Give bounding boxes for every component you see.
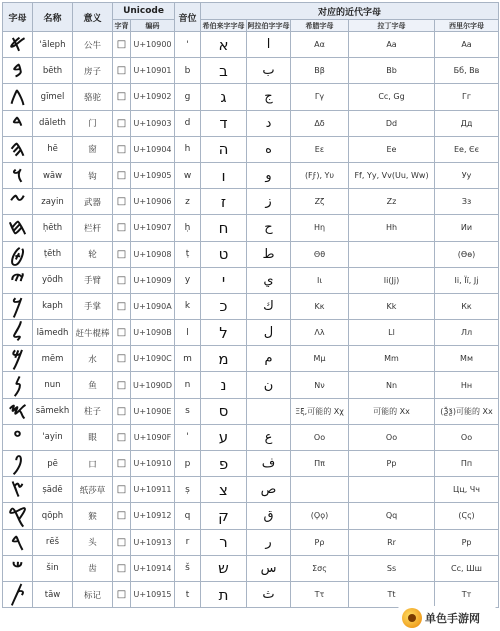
- cyrillic-letter: Тт: [435, 581, 499, 607]
- latin-letter: 可能的 Xx: [349, 398, 435, 424]
- unicode-code: U+10908: [131, 241, 175, 267]
- unicode-code: U+1090F: [131, 424, 175, 450]
- latin-letter: Mm: [349, 346, 435, 372]
- cyrillic-letter: Пп: [435, 451, 499, 477]
- table-row: [3, 503, 499, 529]
- greek-letter: Ρρ: [291, 529, 349, 555]
- sound-value: l: [175, 320, 201, 346]
- letter-name: 'ayin: [33, 424, 73, 450]
- table-row: [3, 136, 499, 162]
- unicode-glyph: □: [113, 267, 131, 293]
- hebrew-letter: ע: [201, 424, 247, 450]
- cyrillic-letter: Цц, Чч: [435, 477, 499, 503]
- table-row: [3, 346, 499, 372]
- hebrew-letter: ז: [201, 189, 247, 215]
- table-row: [3, 189, 499, 215]
- sound-value: š: [175, 555, 201, 581]
- letter-name: wāw: [33, 162, 73, 188]
- latin-letter: Zz: [349, 189, 435, 215]
- arabic-letter: ا: [247, 32, 291, 58]
- letter-meaning: 纸莎草: [73, 477, 113, 503]
- greek-letter: Γγ: [291, 84, 349, 110]
- unicode-code: U+10901: [131, 58, 175, 84]
- unicode-code: U+10900: [131, 32, 175, 58]
- latin-letter: Oo: [349, 424, 435, 450]
- unicode-glyph: □: [113, 162, 131, 188]
- unicode-code: U+1090C: [131, 346, 175, 372]
- unicode-code: U+10915: [131, 581, 175, 607]
- letter-meaning: 钩: [73, 162, 113, 188]
- table-row: [3, 555, 499, 581]
- unicode-glyph: □: [113, 372, 131, 398]
- letter-name: lāmedh: [33, 320, 73, 346]
- greek-letter: Μμ: [291, 346, 349, 372]
- header-unicode: Unicode: [113, 3, 175, 20]
- header-name: 名称: [33, 3, 73, 32]
- cyrillic-letter: Сс, Шш: [435, 555, 499, 581]
- phoenician-letter: 𐤓: [3, 529, 33, 555]
- latin-letter: Ii(Jj): [349, 267, 435, 293]
- unicode-code: U+10903: [131, 110, 175, 136]
- table-row: [3, 241, 499, 267]
- unicode-glyph: □: [113, 424, 131, 450]
- latin-letter: Pp: [349, 451, 435, 477]
- table-row: [3, 372, 499, 398]
- greek-letter: Οο: [291, 424, 349, 450]
- letter-name: ḥēth: [33, 215, 73, 241]
- cyrillic-letter: Ее, Єє: [435, 136, 499, 162]
- header-glyph: 字背: [114, 21, 129, 30]
- letter-name: šin: [33, 555, 73, 581]
- unicode-glyph: □: [113, 529, 131, 555]
- unicode-code: U+10902: [131, 84, 175, 110]
- cyrillic-letter: Зз: [435, 189, 499, 215]
- letter-meaning: 武器: [73, 189, 113, 215]
- greek-letter: Κκ: [291, 293, 349, 319]
- phoenician-letter: 𐤁: [3, 58, 33, 84]
- letter-name: sāmekh: [33, 398, 73, 424]
- unicode-glyph: □: [113, 451, 131, 477]
- hebrew-letter: א: [201, 32, 247, 58]
- cyrillic-letter: Лл: [435, 320, 499, 346]
- cyrillic-letter: Нн: [435, 372, 499, 398]
- latin-letter: Aa: [349, 32, 435, 58]
- latin-letter: [349, 477, 435, 503]
- table-row: [3, 477, 499, 503]
- table-row: [3, 110, 499, 136]
- header-meaning: 意义: [73, 3, 113, 32]
- latin-letter: Ff, Yy, Vv(Uu, Ww): [349, 162, 435, 188]
- greek-letter: (Ϝϝ), Υυ: [291, 162, 349, 188]
- header-arabic: 阿拉伯字字母: [247, 21, 290, 30]
- letter-meaning: 门: [73, 110, 113, 136]
- hebrew-letter: ש: [201, 555, 247, 581]
- phoenician-letter: 𐤋: [3, 320, 33, 346]
- table-row: [3, 215, 499, 241]
- arabic-letter: ك: [247, 293, 291, 319]
- unicode-code: U+1090E: [131, 398, 175, 424]
- sound-value: y: [175, 267, 201, 293]
- greek-letter: Ππ: [291, 451, 349, 477]
- table-row: [3, 581, 499, 607]
- greek-letter: Σσς: [291, 555, 349, 581]
- letter-meaning: 头: [73, 529, 113, 555]
- letter-name: zayin: [33, 189, 73, 215]
- unicode-code: U+10910: [131, 451, 175, 477]
- letter-name: bēth: [33, 58, 73, 84]
- letter-name: hē: [33, 136, 73, 162]
- letter-name: ṭēth: [33, 241, 73, 267]
- unicode-code: U+10912: [131, 503, 175, 529]
- phoenician-letter: 𐤃: [3, 110, 33, 136]
- greek-letter: Δδ: [291, 110, 349, 136]
- latin-letter: Tt: [349, 581, 435, 607]
- letter-name: yōdh: [33, 267, 73, 293]
- table-row: [3, 32, 499, 58]
- arabic-letter: ن: [247, 372, 291, 398]
- letter-name: mēm: [33, 346, 73, 372]
- sound-value: m: [175, 346, 201, 372]
- letter-meaning: 柱子: [73, 398, 113, 424]
- arabic-letter: ف: [247, 451, 291, 477]
- cyrillic-letter: Кк: [435, 293, 499, 319]
- unicode-code: U+1090B: [131, 320, 175, 346]
- letter-name: pē: [33, 451, 73, 477]
- letter-meaning: 眼: [73, 424, 113, 450]
- arabic-letter: ب: [247, 58, 291, 84]
- sound-value: b: [175, 58, 201, 84]
- letter-name: ṣādē: [33, 477, 73, 503]
- letter-meaning: 鱼: [73, 372, 113, 398]
- phoenician-letter: 𐤅: [3, 162, 33, 188]
- letter-meaning: 窗: [73, 136, 113, 162]
- arabic-letter: ث: [247, 581, 291, 607]
- phoenician-letter: 𐤊: [3, 293, 33, 319]
- hebrew-letter: נ: [201, 372, 247, 398]
- sound-value: q: [175, 503, 201, 529]
- unicode-glyph: □: [113, 293, 131, 319]
- hebrew-letter: ת: [201, 581, 247, 607]
- letter-meaning: 齿: [73, 555, 113, 581]
- header-greek: 希腊字母: [291, 20, 349, 32]
- arabic-letter: س: [247, 555, 291, 581]
- letter-meaning: 房子: [73, 58, 113, 84]
- sound-value: h: [175, 136, 201, 162]
- hebrew-letter: ק: [201, 503, 247, 529]
- sound-value: s: [175, 398, 201, 424]
- table-row: [3, 424, 499, 450]
- greek-letter: (Ϙϙ): [291, 503, 349, 529]
- arabic-letter: ص: [247, 477, 291, 503]
- greek-letter: Ββ: [291, 58, 349, 84]
- header-sound: 音位: [175, 3, 201, 32]
- letter-name: nun: [33, 372, 73, 398]
- latin-letter: Cc, Gg: [349, 84, 435, 110]
- greek-letter: Αα: [291, 32, 349, 58]
- table-row: [3, 398, 499, 424]
- unicode-code: U+10909: [131, 267, 175, 293]
- hebrew-letter: מ: [201, 346, 247, 372]
- cyrillic-letter: Рр: [435, 529, 499, 555]
- arabic-letter: ج: [247, 84, 291, 110]
- table-row: [3, 84, 499, 110]
- table-row: [3, 293, 499, 319]
- watermark-text: 单色手游网: [425, 612, 480, 625]
- unicode-glyph: □: [113, 581, 131, 607]
- phoenician-letter: 𐤀: [3, 32, 33, 58]
- header-letter: 字母: [3, 3, 33, 32]
- hebrew-letter: ל: [201, 320, 247, 346]
- unicode-glyph: □: [113, 32, 131, 58]
- sound-value: p: [175, 451, 201, 477]
- orange-ball-icon: [402, 608, 422, 628]
- greek-letter: [291, 477, 349, 503]
- letter-meaning: 猴: [73, 503, 113, 529]
- phoenician-letter: 𐤈: [3, 241, 33, 267]
- cyrillic-letter: Ии: [435, 215, 499, 241]
- latin-letter: Rr: [349, 529, 435, 555]
- phoenician-letter: 𐤐: [3, 451, 33, 477]
- header-latin: 拉丁字母: [349, 20, 435, 32]
- unicode-glyph: □: [113, 136, 131, 162]
- hebrew-letter: ה: [201, 136, 247, 162]
- latin-letter: Ss: [349, 555, 435, 581]
- letter-meaning: 手掌: [73, 293, 113, 319]
- latin-letter: Dd: [349, 110, 435, 136]
- letter-meaning: 标记: [73, 581, 113, 607]
- letter-meaning: 赶牛棍棒: [73, 320, 113, 346]
- latin-letter: Nn: [349, 372, 435, 398]
- letter-name: tāw: [33, 581, 73, 607]
- latin-letter: Ee: [349, 136, 435, 162]
- greek-letter: Εε: [291, 136, 349, 162]
- unicode-code: U+10911: [131, 477, 175, 503]
- unicode-glyph: □: [113, 398, 131, 424]
- phoenician-letter: 𐤒: [3, 503, 33, 529]
- table-row: [3, 58, 499, 84]
- phoenician-letter: 𐤔: [3, 555, 33, 581]
- sound-value: ': [175, 424, 201, 450]
- unicode-glyph: □: [113, 346, 131, 372]
- table-row: [3, 162, 499, 188]
- cyrillic-letter: (Ҁҁ): [435, 503, 499, 529]
- header-cyrillic: 西里尔字母: [435, 20, 499, 32]
- phoenician-letter: 𐤇: [3, 215, 33, 241]
- cyrillic-letter: Дд: [435, 110, 499, 136]
- letter-name: dāleth: [33, 110, 73, 136]
- arabic-letter: ر: [247, 529, 291, 555]
- hebrew-letter: ר: [201, 529, 247, 555]
- cyrillic-letter: Уу: [435, 162, 499, 188]
- sound-value: ': [175, 32, 201, 58]
- letter-name: qōph: [33, 503, 73, 529]
- phoenician-letter: 𐤆: [3, 189, 33, 215]
- arabic-letter: ي: [247, 267, 291, 293]
- unicode-code: U+10913: [131, 529, 175, 555]
- table-row: [3, 320, 499, 346]
- unicode-glyph: □: [113, 241, 131, 267]
- phoenician-letter: 𐤕: [3, 581, 33, 607]
- unicode-glyph: □: [113, 320, 131, 346]
- unicode-code: U+10914: [131, 555, 175, 581]
- hebrew-letter: כ: [201, 293, 247, 319]
- hebrew-letter: ח: [201, 215, 247, 241]
- arabic-letter: ل: [247, 320, 291, 346]
- phoenician-alphabet-table: [2, 2, 499, 608]
- sound-value: t: [175, 581, 201, 607]
- letter-meaning: 水: [73, 346, 113, 372]
- phoenician-letter: 𐤎: [3, 398, 33, 424]
- sound-value: n: [175, 372, 201, 398]
- letter-meaning: 公牛: [73, 32, 113, 58]
- phoenician-letter: 𐤍: [3, 372, 33, 398]
- letter-meaning: 手臂: [73, 267, 113, 293]
- unicode-code: U+1090A: [131, 293, 175, 319]
- letter-name: rēš: [33, 529, 73, 555]
- unicode-code: U+10906: [131, 189, 175, 215]
- phoenician-letter: 𐤏: [3, 424, 33, 450]
- hebrew-letter: ו: [201, 162, 247, 188]
- hebrew-letter: ג: [201, 84, 247, 110]
- cyrillic-letter: Оо: [435, 424, 499, 450]
- cyrillic-letter: (Ѯѯ)可能的 Хх: [435, 398, 499, 424]
- latin-letter: [349, 241, 435, 267]
- sound-value: d: [175, 110, 201, 136]
- arabic-letter: ح: [247, 215, 291, 241]
- arabic-letter: ع: [247, 424, 291, 450]
- arabic-letter: ز: [247, 189, 291, 215]
- sound-value: ṣ: [175, 477, 201, 503]
- letter-name: kaph: [33, 293, 73, 319]
- letter-name: 'āleph: [33, 32, 73, 58]
- table-row: [3, 451, 499, 477]
- cyrillic-letter: Гг: [435, 84, 499, 110]
- latin-letter: Qq: [349, 503, 435, 529]
- phoenician-letter: 𐤌: [3, 346, 33, 372]
- unicode-glyph: □: [113, 110, 131, 136]
- cyrillic-letter: (Ѳѳ): [435, 241, 499, 267]
- cyrillic-letter: Аа: [435, 32, 499, 58]
- arabic-letter: د: [247, 110, 291, 136]
- unicode-code: U+1090D: [131, 372, 175, 398]
- arabic-letter: و: [247, 162, 291, 188]
- header-code: 编码: [131, 20, 175, 32]
- phoenician-letter: 𐤉: [3, 267, 33, 293]
- cyrillic-letter: Іі, Її, Јј: [435, 267, 499, 293]
- arabic-letter: ه: [247, 136, 291, 162]
- sound-value: w: [175, 162, 201, 188]
- header-hebrew: 希伯来字字母: [202, 21, 245, 30]
- sound-value: z: [175, 189, 201, 215]
- greek-letter: Ξξ,可能的 Χχ: [291, 398, 349, 424]
- unicode-glyph: □: [113, 84, 131, 110]
- hebrew-letter: ט: [201, 241, 247, 267]
- unicode-glyph: □: [113, 503, 131, 529]
- hebrew-letter: ד: [201, 110, 247, 136]
- unicode-code: U+10904: [131, 136, 175, 162]
- hebrew-letter: י: [201, 267, 247, 293]
- arabic-letter: م: [247, 346, 291, 372]
- letter-meaning: 栏杆: [73, 215, 113, 241]
- cyrillic-letter: Бб, Вв: [435, 58, 499, 84]
- sound-value: g: [175, 84, 201, 110]
- latin-letter: Bb: [349, 58, 435, 84]
- latin-letter: Ll: [349, 320, 435, 346]
- latin-letter: Kk: [349, 293, 435, 319]
- hebrew-letter: ב: [201, 58, 247, 84]
- watermark-badge: [398, 606, 496, 630]
- letter-name: gīmel: [33, 84, 73, 110]
- hebrew-letter: צ: [201, 477, 247, 503]
- greek-letter: Ηη: [291, 215, 349, 241]
- unicode-glyph: □: [113, 215, 131, 241]
- table-row: [3, 267, 499, 293]
- unicode-glyph: □: [113, 58, 131, 84]
- unicode-code: U+10905: [131, 162, 175, 188]
- greek-letter: Ττ: [291, 581, 349, 607]
- greek-letter: Θθ: [291, 241, 349, 267]
- latin-letter: Hh: [349, 215, 435, 241]
- greek-letter: Ζζ: [291, 189, 349, 215]
- letter-meaning: 轮: [73, 241, 113, 267]
- cyrillic-letter: Мм: [435, 346, 499, 372]
- hebrew-letter: פ: [201, 451, 247, 477]
- arabic-letter: [247, 398, 291, 424]
- greek-letter: Νν: [291, 372, 349, 398]
- arabic-letter: ط: [247, 241, 291, 267]
- phoenician-letter: 𐤑: [3, 477, 33, 503]
- header-modern: 对应的近代字母: [201, 3, 499, 20]
- phoenician-letter: 𐤄: [3, 136, 33, 162]
- arabic-letter: ق: [247, 503, 291, 529]
- greek-letter: Ιι: [291, 267, 349, 293]
- greek-letter: Λλ: [291, 320, 349, 346]
- sound-value: ḥ: [175, 215, 201, 241]
- sound-value: r: [175, 529, 201, 555]
- sound-value: ṭ: [175, 241, 201, 267]
- hebrew-letter: ס: [201, 398, 247, 424]
- phoenician-letter: 𐤂: [3, 84, 33, 110]
- unicode-glyph: □: [113, 189, 131, 215]
- table-row: [3, 529, 499, 555]
- letter-meaning: 口: [73, 451, 113, 477]
- unicode-glyph: □: [113, 477, 131, 503]
- unicode-glyph: □: [113, 555, 131, 581]
- letter-meaning: 骆驼: [73, 84, 113, 110]
- sound-value: k: [175, 293, 201, 319]
- unicode-code: U+10907: [131, 215, 175, 241]
